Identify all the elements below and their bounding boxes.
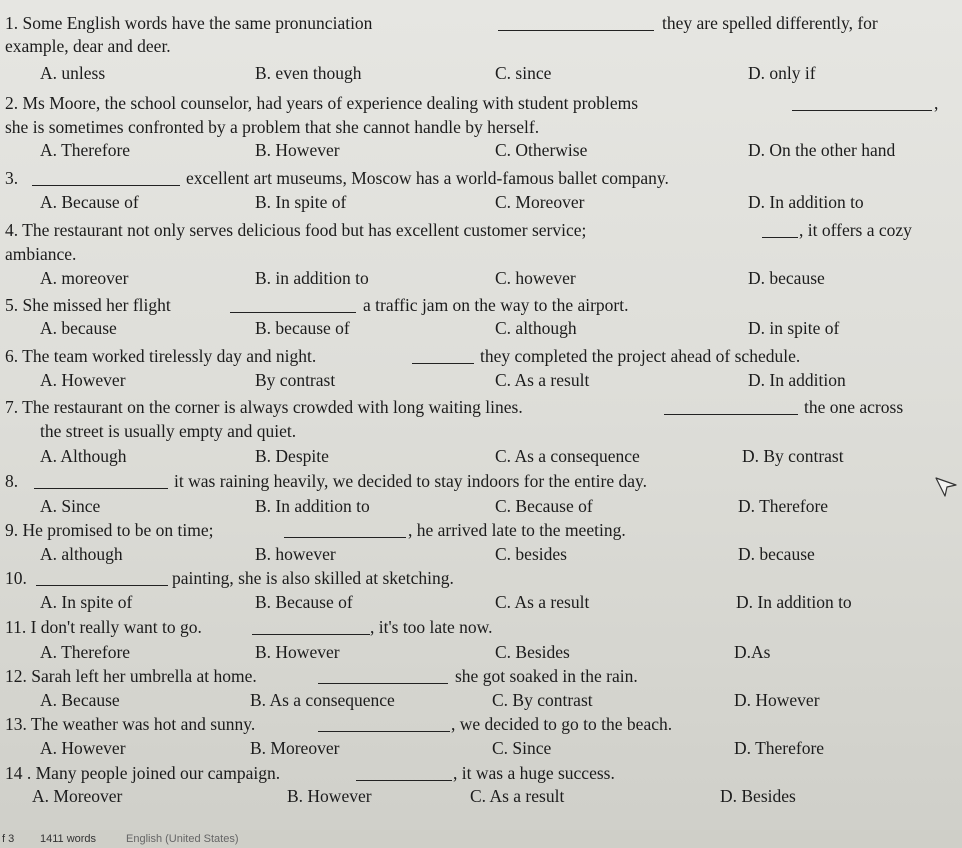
answer-blank: [230, 297, 356, 313]
question-5-options: [0, 316, 962, 340]
question-6-options: [0, 368, 962, 392]
question-3-stem: [0, 166, 962, 190]
option-d[interactable]: D. because: [748, 268, 825, 288]
question-1-stem: [0, 11, 962, 35]
question-9-options: [0, 542, 962, 566]
status-bar: [0, 830, 962, 848]
answer-blank: [356, 765, 452, 781]
option-c[interactable]: C. although: [495, 318, 577, 338]
word-count[interactable]: 1411 words: [40, 833, 97, 845]
question-8-stem: [0, 469, 962, 493]
question-number: 8.: [5, 471, 19, 491]
question-14-options: [0, 784, 962, 808]
question-number: 3.: [5, 168, 19, 188]
question-1-stem-cont: [0, 34, 962, 58]
answer-blank: [252, 619, 370, 635]
question-12-stem: [0, 664, 962, 688]
option-a[interactable]: A. unless: [40, 63, 106, 83]
option-a[interactable]: A. Since: [40, 496, 101, 516]
question-text: 2. Ms Moore, the school counselor, had years of experience dealing with student problems: [5, 93, 639, 113]
answer-blank: [318, 716, 450, 732]
option-c[interactable]: C. By contrast: [492, 690, 593, 710]
question-13-options: [0, 736, 962, 760]
option-d[interactable]: D. By contrast: [742, 446, 844, 466]
option-c[interactable]: C. Because of: [495, 496, 593, 516]
answer-blank: [36, 570, 168, 586]
question-8-options: [0, 494, 962, 518]
question-14-stem: [0, 761, 962, 785]
answer-blank: [34, 473, 168, 489]
option-b[interactable]: B. Because of: [255, 592, 353, 612]
answer-blank: [664, 399, 798, 415]
question-text: 4. The restaurant not only serves delicious food but has excellent customer service;: [5, 220, 587, 240]
option-b[interactable]: By contrast: [255, 370, 336, 390]
question-text: 6. The team worked tirelessly day and night.: [5, 346, 317, 366]
question-11-stem: [0, 615, 962, 639]
question-text: 5. She missed her flight: [5, 295, 171, 315]
option-d[interactable]: D. in spite of: [748, 318, 840, 338]
question-text: a traffic jam on the way to the airport.: [363, 295, 629, 315]
option-a[interactable]: A. Therefore: [40, 642, 131, 662]
question-3-options: [0, 190, 962, 214]
option-c[interactable]: C. besides: [495, 544, 567, 564]
option-d[interactable]: D. In addition to: [748, 192, 864, 212]
question-text: she got soaked in the rain.: [455, 666, 638, 686]
question-text: she is sometimes confronted by a problem that she cannot handle by herself.: [5, 117, 540, 137]
mouse-pointer-icon: [934, 476, 958, 500]
option-a[interactable]: A. Therefore: [40, 140, 131, 160]
question-text: example, dear and deer.: [5, 36, 171, 56]
question-number: 10.: [5, 568, 27, 588]
question-text: 1. Some English words have the same pronunciation: [5, 13, 373, 33]
question-2-stem: [0, 91, 962, 115]
question-text: ,: [934, 93, 939, 113]
option-b[interactable]: B. However: [255, 642, 340, 662]
answer-blank: [498, 15, 654, 31]
question-4-options: [0, 266, 962, 290]
question-text: painting, she is also skilled at sketching.: [172, 568, 454, 588]
question-6-stem: [0, 344, 962, 368]
question-10-options: [0, 590, 962, 614]
option-d[interactable]: D. Besides: [720, 786, 796, 806]
question-2-options: [0, 138, 962, 162]
question-text: the one across: [804, 397, 904, 417]
option-d[interactable]: D.As: [734, 642, 771, 662]
option-d[interactable]: D. Therefore: [738, 496, 829, 516]
option-c[interactable]: C. since: [495, 63, 552, 83]
page-count[interactable]: f 3: [2, 833, 15, 845]
question-text: , we decided to go to the beach.: [451, 714, 673, 734]
option-b[interactable]: B. However: [255, 140, 340, 160]
question-7-options: [0, 444, 962, 468]
question-text: 7. The restaurant on the corner is always crowded with long waiting lines.: [5, 397, 523, 417]
option-d[interactable]: D. However: [734, 690, 820, 710]
question-text: it was raining heavily, we decided to stay indoors for the entire day.: [174, 471, 648, 491]
option-b[interactable]: B. Despite: [255, 446, 329, 466]
question-7-stem-cont: [0, 419, 962, 443]
option-b[interactable]: B. in addition to: [255, 268, 369, 288]
option-c[interactable]: C. As a result: [470, 786, 565, 806]
answer-blank: [284, 522, 406, 538]
option-d[interactable]: D. only if: [748, 63, 816, 83]
language-indicator[interactable]: English (United States): [126, 833, 239, 845]
option-a[interactable]: A. Because: [40, 690, 120, 710]
answer-blank: [32, 170, 180, 186]
option-d[interactable]: D. In addition to: [736, 592, 852, 612]
answer-blank: [412, 348, 474, 364]
option-c[interactable]: C. Since: [492, 738, 552, 758]
question-5-stem: [0, 293, 962, 317]
question-text: 9. He promised to be on time;: [5, 520, 214, 540]
question-text: , it was a huge success.: [453, 763, 615, 783]
question-text: 11. I don't really want to go.: [5, 617, 202, 637]
option-a[interactable]: A. because: [40, 318, 117, 338]
option-b[interactable]: B. In spite of: [255, 192, 347, 212]
option-b[interactable]: B. because of: [255, 318, 350, 338]
option-a[interactable]: A. Because of: [40, 192, 139, 212]
option-b[interactable]: B. In addition to: [255, 496, 370, 516]
option-d[interactable]: D. because: [738, 544, 815, 564]
question-13-stem: [0, 712, 962, 736]
option-c[interactable]: C. Otherwise: [495, 140, 588, 160]
question-text: 13. The weather was hot and sunny.: [5, 714, 256, 734]
answer-blank: [792, 95, 932, 111]
option-a[interactable]: A. In spite of: [40, 592, 133, 612]
question-text: , he arrived late to the meeting.: [408, 520, 626, 540]
question-4-stem-cont: [0, 242, 962, 266]
answer-blank: [762, 222, 798, 238]
option-b[interactable]: B. However: [287, 786, 372, 806]
question-text: they completed the project ahead of schedule.: [480, 346, 801, 366]
question-text: , it's too late now.: [370, 617, 493, 637]
option-a[interactable]: A. moreover: [40, 268, 129, 288]
answer-blank: [318, 668, 448, 684]
question-text: 12. Sarah left her umbrella at home.: [5, 666, 257, 686]
question-12-options: [0, 688, 962, 712]
question-text: they are spelled differently, for: [662, 13, 878, 33]
question-9-stem: [0, 518, 962, 542]
question-text: ambiance.: [5, 244, 77, 264]
option-c[interactable]: C. Besides: [495, 642, 570, 662]
question-2-stem-cont: [0, 115, 962, 139]
option-a[interactable]: A. although: [40, 544, 123, 564]
question-1-options: [0, 61, 962, 85]
option-a[interactable]: A. Moreover: [32, 786, 123, 806]
option-b[interactable]: B. As a consequence: [250, 690, 395, 710]
option-c[interactable]: C. As a result: [495, 370, 590, 390]
option-b[interactable]: B. however: [255, 544, 336, 564]
option-d[interactable]: D. Therefore: [734, 738, 825, 758]
option-d[interactable]: D. In addition: [748, 370, 846, 390]
question-text: 14 . Many people joined our campaign.: [5, 763, 281, 783]
option-c[interactable]: C. however: [495, 268, 576, 288]
option-a[interactable]: A. However: [40, 738, 126, 758]
question-10-stem: [0, 566, 962, 590]
question-text: excellent art museums, Moscow has a world-famous ballet company.: [186, 168, 669, 188]
question-11-options: [0, 640, 962, 664]
option-c[interactable]: C. As a consequence: [495, 446, 640, 466]
option-a[interactable]: A. However: [40, 370, 126, 390]
option-b[interactable]: B. Moreover: [250, 738, 340, 758]
option-c[interactable]: C. As a result: [495, 592, 590, 612]
option-b[interactable]: B. even though: [255, 63, 362, 83]
question-4-stem: [0, 218, 962, 242]
option-d[interactable]: D. On the other hand: [748, 140, 896, 160]
question-7-stem: [0, 395, 962, 419]
question-text: , it offers a cozy: [799, 220, 912, 240]
question-text: the street is usually empty and quiet.: [40, 421, 297, 441]
option-c[interactable]: C. Moreover: [495, 192, 585, 212]
option-a[interactable]: A. Although: [40, 446, 127, 466]
